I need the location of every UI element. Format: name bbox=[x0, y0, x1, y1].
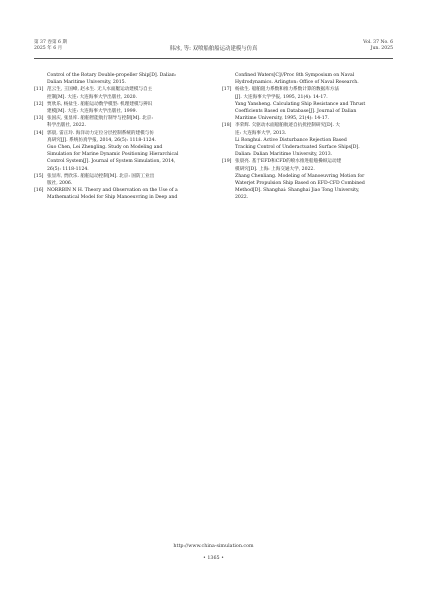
reference-line: 张国庆, 张显库. 船舶智能航行制导与控制[M]. 北京: bbox=[47, 116, 153, 122]
reference-line: 贾欣乐, 杨盐生. 船舶运动数学模型: 机理建模与辨识 bbox=[47, 101, 153, 107]
reference-line: 李荣辉. 欠驱动水面船舶航迹自抗扰控制研究[D]. 大 bbox=[235, 123, 340, 129]
reference-text bbox=[47, 130, 204, 173]
header-rule bbox=[34, 58, 393, 59]
reference-text bbox=[47, 187, 204, 201]
reference-number: [11] bbox=[34, 87, 44, 93]
journal-volume-cn: 第 37 卷第 6 期 bbox=[34, 40, 67, 45]
header-right bbox=[363, 40, 393, 51]
reference-line: 范云生, 王国峰, 赵永生. 无人水面艇运动建模与自主 bbox=[47, 87, 153, 93]
reference-line: 控制[M]. 大连: 大连海事大学出版社, 2020. bbox=[47, 94, 138, 100]
reference-number: [19] bbox=[222, 159, 232, 165]
date-cn: 2025 年 6 月 bbox=[34, 45, 63, 51]
references-right-column bbox=[222, 72, 392, 202]
reference-entry bbox=[34, 187, 204, 201]
reference-line: 张显库, 贾欣乐. 船舶运动控制[M]. 北京: 国防工业出 bbox=[47, 173, 155, 179]
reference-line: 版社, 2006. bbox=[47, 181, 73, 187]
reference-line: Maritime University, 1995, 21(4): 14-17. bbox=[235, 116, 330, 122]
reference-line: 连: 大连海事大学, 2013. bbox=[235, 130, 287, 136]
reference-text bbox=[47, 72, 204, 86]
running-title: 韩冰, 等: 双喷船舶船运动建模与仿真 bbox=[169, 46, 258, 52]
reference-line: 杨盐生. 船舶阻力系数和推力系数计算的数据库方法 bbox=[235, 87, 339, 93]
reference-line: Confined Waters[C]//Proc 8th Symposium on Naval bbox=[235, 73, 355, 78]
reference-line: Yang Yansheng. Calculating Ship Resistance and Thrust bbox=[235, 101, 366, 107]
date-en: Jun. 2025 bbox=[370, 45, 393, 51]
reference-entry bbox=[222, 122, 392, 158]
reference-text bbox=[47, 173, 204, 187]
journal-volume-en: Vol. 37 No. 6 bbox=[363, 40, 393, 45]
reference-entry bbox=[34, 86, 204, 100]
reference-entry bbox=[222, 158, 392, 201]
reference-line: 郭晨, 雷正玲. 海洋动力定位分层控制系统的建模与仿 bbox=[47, 130, 154, 136]
reference-text bbox=[235, 72, 392, 86]
reference-line: 建模[M]. 大连: 大连海事大学出版社, 1999. bbox=[47, 109, 138, 115]
reference-text bbox=[235, 158, 392, 201]
reference-line: Method[D]. Shanghai: Shanghai Jiao Tong University, bbox=[235, 188, 360, 194]
reference-line: Waterjet Propulsion Ship Based on EFD-CFD Combined bbox=[235, 181, 365, 187]
reference-number: [14] bbox=[34, 130, 44, 136]
reference-line: Coefficients Based on Database[J]. Journal of Dalian bbox=[235, 109, 357, 115]
reference-number bbox=[34, 72, 47, 86]
reference-number bbox=[222, 72, 235, 86]
reference-text bbox=[235, 122, 392, 158]
reference-entry bbox=[34, 173, 204, 187]
reference-text bbox=[47, 101, 204, 115]
reference-line: Mathematical Model for Ship Manoeuvring in Deep and bbox=[47, 195, 178, 201]
reference-number: [18] bbox=[222, 123, 232, 129]
reference-number: [17] bbox=[222, 87, 232, 93]
reference-number: [12] bbox=[34, 101, 44, 107]
reference-entry bbox=[34, 101, 204, 115]
reference-line: 科学出版社, 2022. bbox=[47, 123, 87, 129]
reference-entry bbox=[34, 130, 204, 173]
reference-line: 模研究[D]. 上海: 上海交通大学, 2022. bbox=[235, 166, 315, 172]
reference-number: [16] bbox=[34, 188, 44, 194]
reference-entry bbox=[222, 72, 392, 86]
reference-line: Guo Chen, Lei Zhengling. Study on Modeling and bbox=[47, 145, 163, 151]
reference-entry bbox=[34, 72, 204, 86]
reference-number: [15] bbox=[34, 173, 44, 179]
reference-line: Hydrodynamics. Arlington: Office of Naval Research. bbox=[235, 80, 359, 86]
reference-line: [J]. 大连海事大学学报, 1995, 21(4): 14-17. bbox=[235, 94, 328, 100]
reference-line: Control System[J]. Journal of System Simulation, 2014, bbox=[47, 159, 176, 165]
reference-line: Dalian: Dalian Maritime University, 2013. bbox=[235, 152, 333, 158]
page-number: • 1365 • bbox=[203, 556, 224, 561]
reference-text bbox=[235, 86, 392, 122]
reference-line: Tracking Control of Underactuated Surface Ships[D]. bbox=[235, 145, 360, 151]
reference-number: [13] bbox=[34, 116, 44, 122]
reference-line: Li Ronghui. Active Disturbance Rejection Based bbox=[235, 137, 347, 143]
reference-line: 26(5): 1118-1124. bbox=[47, 166, 89, 172]
reference-line: Dalian Maritime University, 2015. bbox=[47, 80, 127, 86]
reference-line: 真研究[J]. 系统仿真学报, 2014, 26(5): 1118-1124. bbox=[47, 137, 156, 143]
journal-url: http://www.china-simulation.com bbox=[173, 544, 254, 549]
references-left-column bbox=[34, 72, 204, 202]
reference-text bbox=[47, 115, 204, 129]
reference-line: Simulation for Marine Dynamic Positioning Hierarchical bbox=[47, 152, 179, 158]
reference-line: 张晨亮. 基于EFD和CFD的喷水推进船舶操纵运动建 bbox=[235, 159, 342, 165]
reference-line: Zhang Chenliang. Modeling of Manoeuvring Motion for bbox=[235, 173, 365, 179]
reference-entry bbox=[34, 115, 204, 129]
reference-line: Control of the Rotary Double-propeller Ship[D]. Dalian: bbox=[47, 73, 177, 78]
reference-text bbox=[47, 86, 204, 100]
reference-entry bbox=[222, 86, 392, 122]
reference-line: NORRBIN N H. Theory and Observation on the Use of a bbox=[47, 188, 178, 194]
reference-line: 2022. bbox=[235, 195, 249, 201]
